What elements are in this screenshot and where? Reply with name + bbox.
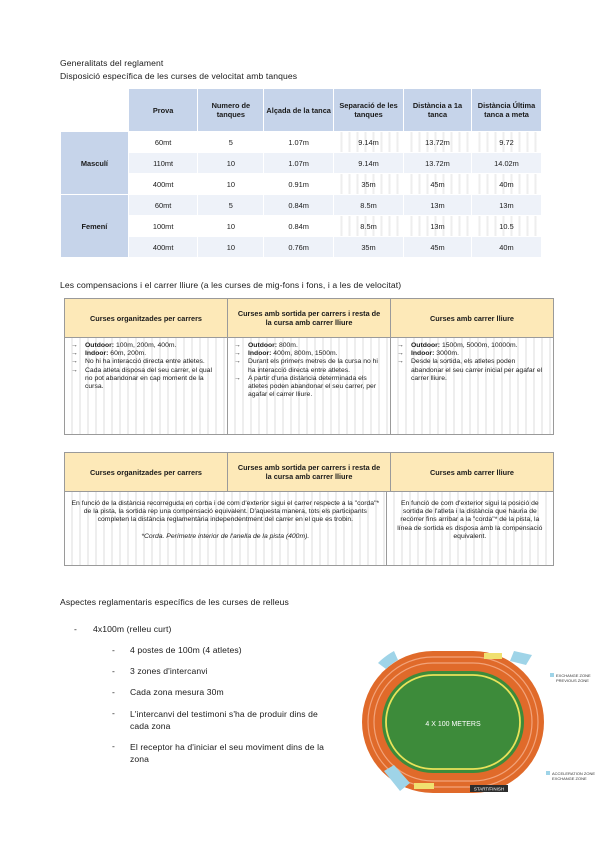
table-cell: 10 <box>198 153 264 174</box>
list-item <box>234 358 384 374</box>
relay-item: 4 postes de 100m (4 atletes) <box>130 645 242 655</box>
bullet-dash: - <box>112 687 115 697</box>
lanes-table-header <box>65 299 553 338</box>
section-title: Generalitats del reglament <box>60 58 164 68</box>
table-cell: 110mt <box>128 153 198 174</box>
item-label: Outdoor: <box>411 342 441 349</box>
list-item <box>71 350 221 358</box>
legend-line: EXCHANGE ZONE <box>552 776 587 781</box>
list-carrer-lliure <box>397 342 547 383</box>
table-cell: 1.07m <box>264 153 334 174</box>
arrow-icon: → <box>397 342 404 349</box>
table-cell: 45m <box>404 174 472 195</box>
item-text: A partir d'una distància determinada els atletes poden abandonar el seu carrer, per agafar el carrer lliure. <box>248 374 377 399</box>
arrow-icon: → <box>397 358 404 366</box>
table-cell: 9.14m <box>334 132 404 153</box>
list-item <box>234 350 384 358</box>
section-title-relleus: Aspectes reglamentaris específics de les curses de relleus <box>60 597 289 607</box>
table-cell: 60mt <box>128 195 198 216</box>
table-cell: 0.84m <box>264 216 334 237</box>
zone-marker <box>414 783 434 789</box>
zone-marker <box>484 653 502 659</box>
item-text: 800m. <box>277 342 298 349</box>
table-cell: 1.07m <box>264 132 334 153</box>
bullet-dash: - <box>112 708 115 718</box>
table-cell: 10 <box>198 174 264 195</box>
table-row <box>61 216 542 237</box>
legend-line: EXCHANGE ZONE <box>556 673 591 678</box>
legend-top <box>556 673 591 683</box>
arrow-icon: → <box>234 350 241 358</box>
list-item <box>397 358 547 383</box>
legend-swatch <box>546 771 550 775</box>
table-cell: 5 <box>198 195 264 216</box>
section-subtitle: Disposició específica de les curses de velocitat amb tanques <box>60 71 298 81</box>
table-cell: 45m <box>404 237 472 258</box>
table-row <box>61 195 542 216</box>
group-label-femeni: Femení <box>61 195 129 258</box>
col-compensacio-carrers <box>65 492 387 565</box>
legend-line: ACCELERATION ZONE <box>552 771 596 776</box>
table-cell: 13m <box>472 195 542 216</box>
item-text: 400m, 800m, 1500m. <box>271 350 338 358</box>
col-header-sortida-carrers: Curses amb sortida per carrers i resta de la cursa amb carrer lliure <box>228 453 391 491</box>
table-cell: 100mt <box>128 216 198 237</box>
table-cell: 14.02m <box>472 153 542 174</box>
item-text: 60m, 200m. <box>108 350 147 358</box>
relay-item: El receptor ha d'iniciar el seu moviment dins de la zona <box>130 742 324 764</box>
table-cell: 13.72m <box>404 132 472 153</box>
table-cell: 10.5 <box>472 216 542 237</box>
list-item <box>234 375 384 400</box>
item-text: 1500m, 5000m, 10000m. <box>440 342 518 349</box>
table-cell: 0.76m <box>264 237 334 258</box>
table-cell: 40m <box>472 174 542 195</box>
section-title-compensacions: Les compensacions i el carrer lliure (a les curses de mig-fons i fons, i a les de velocitat) <box>60 280 402 290</box>
col-header-separacio: Separació de les tanques <box>334 89 404 132</box>
col-header-carrer-lliure: Curses amb carrer lliure <box>430 467 514 477</box>
col-header-tanques: Numero de tanques <box>198 89 264 132</box>
relay-item: 3 zones d'intercanvi <box>130 666 208 676</box>
col-carrers <box>65 338 228 434</box>
legend-line: PREVIOUS ZONE <box>556 678 589 683</box>
compensation-text-left: En funció de la distància recorreguda en corba i de com d'exterior sigui el carrer respecte a la "corda"* de la pista, la sortida rep una compensació equivalent. D'aquesta manera, tots els participants completen la distància reglamentària independentment del carrer en el que es trobin. <box>71 500 380 524</box>
arrow-icon: → <box>234 374 241 382</box>
col-header-alcada: Alçada de la tanca <box>264 89 334 132</box>
table-row <box>61 153 542 174</box>
exchange-zone <box>510 651 532 665</box>
list-sortida-carrers <box>234 342 384 399</box>
relay-main-item: 4x100m (relleu curt) <box>93 624 172 634</box>
bullet-dash: - <box>74 624 77 634</box>
col-header-distancia-ultima: Distància Última tanca a meta <box>472 89 542 132</box>
list-item <box>397 342 547 350</box>
table-cell: 400mt <box>128 174 198 195</box>
bullet-dash: - <box>112 666 115 676</box>
table-cell: 8.5m <box>334 195 404 216</box>
table-cell: 9.72 <box>472 132 542 153</box>
col-header-carrers: Curses organitzades per carrers <box>65 299 228 337</box>
table-cell: 0.91m <box>264 174 334 195</box>
col-header-carrer-lliure: Curses amb carrer lliure <box>430 313 514 323</box>
table-cell: 5 <box>198 132 264 153</box>
table-cell: 35m <box>334 237 404 258</box>
item-label: Indoor: <box>248 350 272 358</box>
table-cell: 13.72m <box>404 153 472 174</box>
lanes-table-body <box>65 338 553 434</box>
table-cell: 13m <box>404 195 472 216</box>
table-cell: 35m <box>334 174 404 195</box>
arrow-icon: → <box>71 342 78 349</box>
table-row <box>61 132 542 153</box>
col-header-carrers: Curses organitzades per carrers <box>65 453 228 491</box>
col-sortida-carrers <box>228 338 391 434</box>
item-text: Desde la sortida, els atletes poden abandonar el seu carrer inicial per agafar el carrer lliure. <box>411 358 543 382</box>
corda-note: *Corda. Perímetre interior de l'anella de la pista (400m). <box>141 532 310 540</box>
table-cell: 40m <box>472 237 542 258</box>
table-cell: 8.5m <box>334 216 404 237</box>
list-item <box>234 342 384 350</box>
relay-item: L'intercanvi del testimoni s'ha de produir dins de cada zona <box>130 709 318 731</box>
table-cell: 0.84m <box>264 195 334 216</box>
col-header-prova: Prova <box>128 89 198 132</box>
table-cell: 10 <box>198 216 264 237</box>
arrow-icon: → <box>71 358 78 366</box>
list-carrers <box>71 342 221 391</box>
track-center-label: 4 X 100 METERS <box>425 721 481 728</box>
item-text: No hi ha interacció directa entre atletes. <box>85 358 205 366</box>
col-header-distancia-1a: Distància a 1a tanca <box>404 89 472 132</box>
compensation-text-right: En funció de com d'exterior sigui la posició de sortida de l'atleta i la distància que hauria de recórrer fins arribar a la "corda"* de la pista, la línea de sortida es disposa amb la compensació equivalent. <box>397 500 543 540</box>
bullet-dash: - <box>112 645 115 655</box>
item-text: 100m, 200m, 400m. <box>114 342 177 349</box>
item-label: Indoor: <box>411 350 435 358</box>
item-text: 3000m. <box>434 350 459 358</box>
arrow-icon: → <box>71 350 78 358</box>
table-cell: 60mt <box>128 132 198 153</box>
arrow-icon: → <box>234 342 241 349</box>
col-compensacio-lliure <box>387 492 553 565</box>
start-finish-label: START/FINISH <box>473 786 505 792</box>
arrow-icon: → <box>397 350 404 358</box>
col-carrer-lliure <box>391 338 553 434</box>
table-cell: 9.14m <box>334 153 404 174</box>
list-item <box>71 342 221 350</box>
table-cell: 10 <box>198 237 264 258</box>
table-cell: 400mt <box>128 237 198 258</box>
legend-swatch <box>550 673 554 677</box>
list-item <box>397 350 547 358</box>
legend-bottom <box>552 771 595 781</box>
item-text: Durant els primers metres de la cursa no hi ha interacció directa entre atletes. <box>248 358 378 374</box>
arrow-icon: → <box>234 358 241 366</box>
col-header-sortida-carrers: Curses amb sortida per carrers i resta de la cursa amb carrer lliure <box>228 299 391 337</box>
relay-track-diagram <box>354 643 596 795</box>
item-label: Indoor: <box>85 350 109 358</box>
compensation-table-body <box>65 492 553 565</box>
group-label-masculi: Masculí <box>61 132 129 195</box>
table-corner <box>61 89 129 132</box>
bullet-dash: - <box>112 741 115 751</box>
table-row <box>61 237 542 258</box>
list-item <box>71 358 221 366</box>
compensation-table-header <box>65 453 553 492</box>
relay-item: Cada zona mesura 30m <box>130 687 224 697</box>
item-label: Outdoor: <box>248 342 278 349</box>
item-text: Cada atleta disposa del seu carrer, el qual no pot abandonar en cap moment de la cursa. <box>85 366 212 391</box>
hurdles-table <box>60 88 542 258</box>
list-item <box>71 367 221 392</box>
arrow-icon: → <box>71 366 78 374</box>
item-label: Outdoor: <box>85 342 115 349</box>
compensation-table <box>64 452 554 566</box>
lanes-table <box>64 298 554 435</box>
table-row <box>61 174 542 195</box>
table-cell: 13m <box>404 216 472 237</box>
